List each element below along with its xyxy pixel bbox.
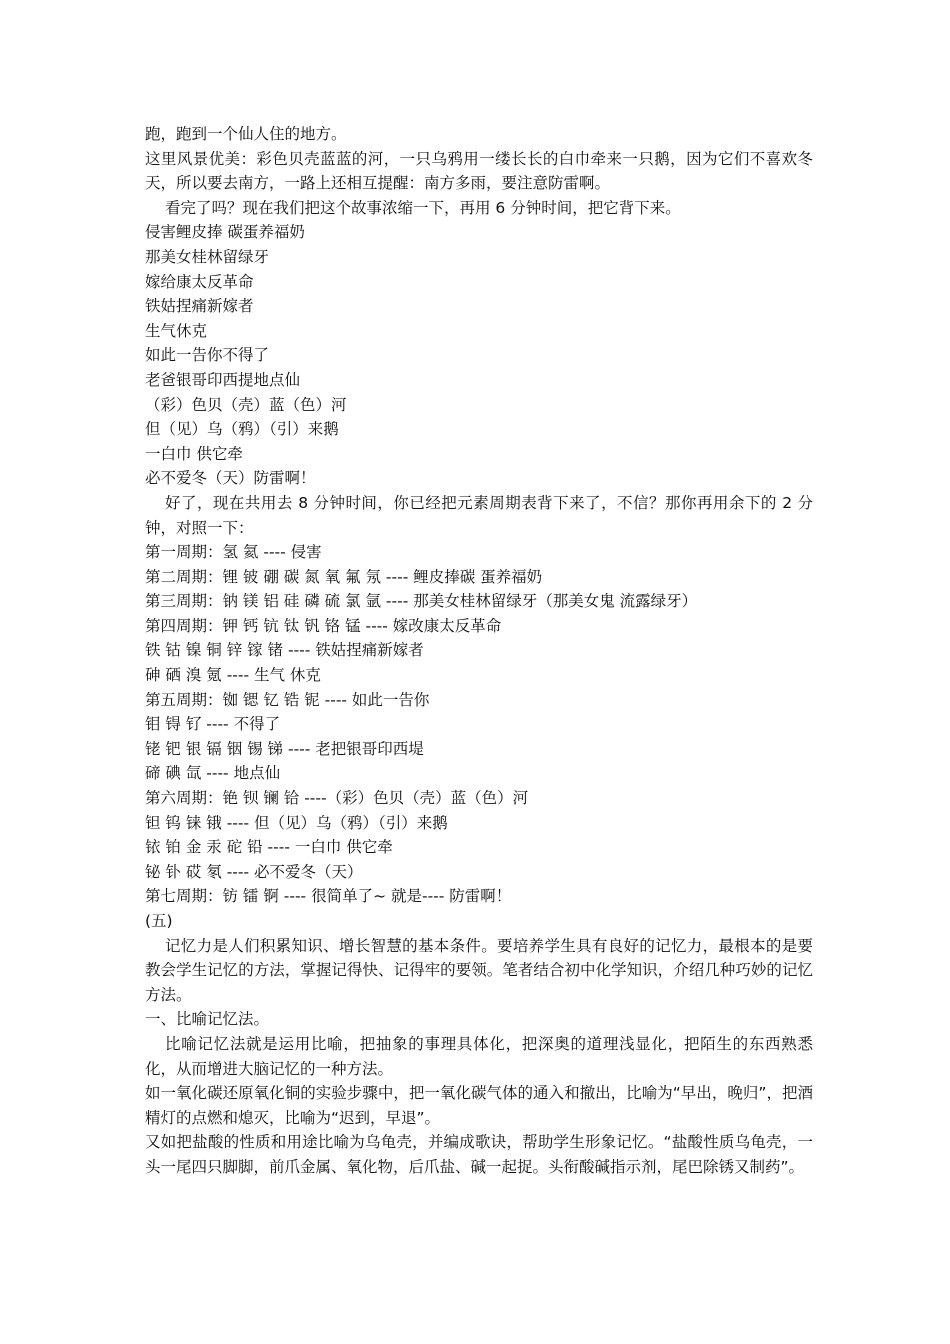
period-line: 第六周期：铯 钡 镧 铪 ----（彩）色贝（壳）蓝（色）河 [145,789,529,808]
mnemonic-line: 侵害鲤皮捧 碳蛋养福奶 [145,223,305,242]
example-paragraph-2: 又如把盐酸的性质和用途比喻为乌龟壳，并编成歌诀，帮助学生形象记忆。“盐酸性质乌龟壳，一头一尾四只脚脚，前爪金属、氧化物，后爪盐、碱一起捉。头衔酸碱指示剂，尾巴除锈又制药”。 [145,1133,813,1176]
period-line: 第四周期：钾 钙 钪 钛 钒 铬 锰 ---- 嫁改康太反革命 [145,616,502,635]
period-line: 铋 钋 砹 氡 ---- 必不爱冬（天） [145,862,363,881]
mnemonic-line: 嫁给康太反革命 [145,272,254,291]
period-line: 碲 碘 氙 ---- 地点仙 [145,764,281,783]
mnemonic-line: 那美女桂林留绿牙 [145,247,270,266]
period-line: 铱 铂 金 汞 砣 铅 ---- 一白巾 供它牵 [145,838,393,857]
mnemonic-line: 但（见）乌（鸦）（引）来鹅 [145,420,339,439]
instruction-paragraph: 看完了吗？现在我们把这个故事浓缩一下，再用 6 分钟时间，把它背下来。 [165,198,681,217]
mnemonic-line: 铁姑捏痛新嫁者 [145,297,254,316]
mnemonic-line: 必不爱冬（天）防雷啊！ [145,469,316,488]
method-description-paragraph: 比喻记忆法就是运用比喻，把抽象的事理具体化，把深奥的道理浅显化，把陌生的东西熟悉化，从而增进大脑记忆的一种方法。 [145,1034,813,1078]
period-line: 铑 钯 银 镉 铟 锡 锑 ---- 老把银哥印西堤 [145,739,424,758]
period-line: 第三周期：钠 镁 铝 硅 磷 硫 氯 氩 ---- 那美女桂林留绿牙（那美女鬼 流露绿牙） [145,592,698,611]
mnemonic-list [145,220,813,491]
mnemonic-line: （彩）色贝（壳）蓝（色）河 [145,395,347,414]
period-line: 钼 锝 钌 ---- 不得了 [145,715,281,734]
memory-intro-paragraph: 记忆力是人们积累知识、增长智慧的基本条件。要培养学生具有良好的记忆力，最根本的是要教会学生记忆的方法，掌握记得快、记得牢的要领。笔者结合初中化学知识，介绍几种巧妙的记忆方法。 [145,936,813,1004]
story-end-line: 跑，跑到一个仙人住的地方。 [145,125,347,143]
period-line: 第七周期：钫 镭 锕 ---- 很简单了~ 就是---- 防雷啊！ [145,887,512,906]
mnemonic-line: 一白巾 供它牵 [145,444,243,463]
period-line: 铁 钴 镍 铜 锌 镓 锗 ---- 铁姑捏痛新嫁者 [145,641,424,660]
period-table-list [145,540,813,909]
example-paragraph-1: 如一氧化碳还原氧化铜的实验步骤中，把一氧化碳气体的通入和撤出，比喻为“早出，晚归”，把酒精灯的点燃和熄灭，比喻为“迟到，早退”。 [145,1084,813,1127]
period-line: 钽 钨 铼 锇 ---- 但（见）乌（鸦）（引）来鹅 [145,813,448,832]
story-scenery-paragraph: 这里风景优美：彩色贝壳蓝蓝的河，一只乌鸦用一缕长长的白巾牵来一只鹅，因为它们不喜欢冬天，所以要去南方，一路上还相互提醒：南方多雨，要注意防雷啊。 [145,149,813,193]
section-marker: (五) [145,912,173,930]
period-line: 砷 硒 溴 氪 ---- 生气 休克 [145,666,321,685]
mnemonic-line: 生气休克 [145,321,208,340]
period-line: 第一周期：氢 氦 ---- 侵害 [145,543,322,562]
period-line: 第二周期：锂 铍 硼 碳 氮 氧 氟 氖 ---- 鲤皮捧碳 蛋养福奶 [145,567,543,586]
review-intro-paragraph: 好了，现在共用去 8 分钟时间，你已经把元素周期表背下来了，不信？那你再用余下的 2 分钟，对照一下： [145,493,813,537]
document-page [145,122,813,1180]
mnemonic-line: 老爸银哥印西提地点仙 [145,370,301,389]
mnemonic-line: 如此一告你不得了 [145,346,270,365]
method-heading: 一、比喻记忆法。 [145,1010,270,1029]
period-line: 第五周期：铷 锶 钇 锆 铌 ---- 如此一告你 [145,690,430,709]
